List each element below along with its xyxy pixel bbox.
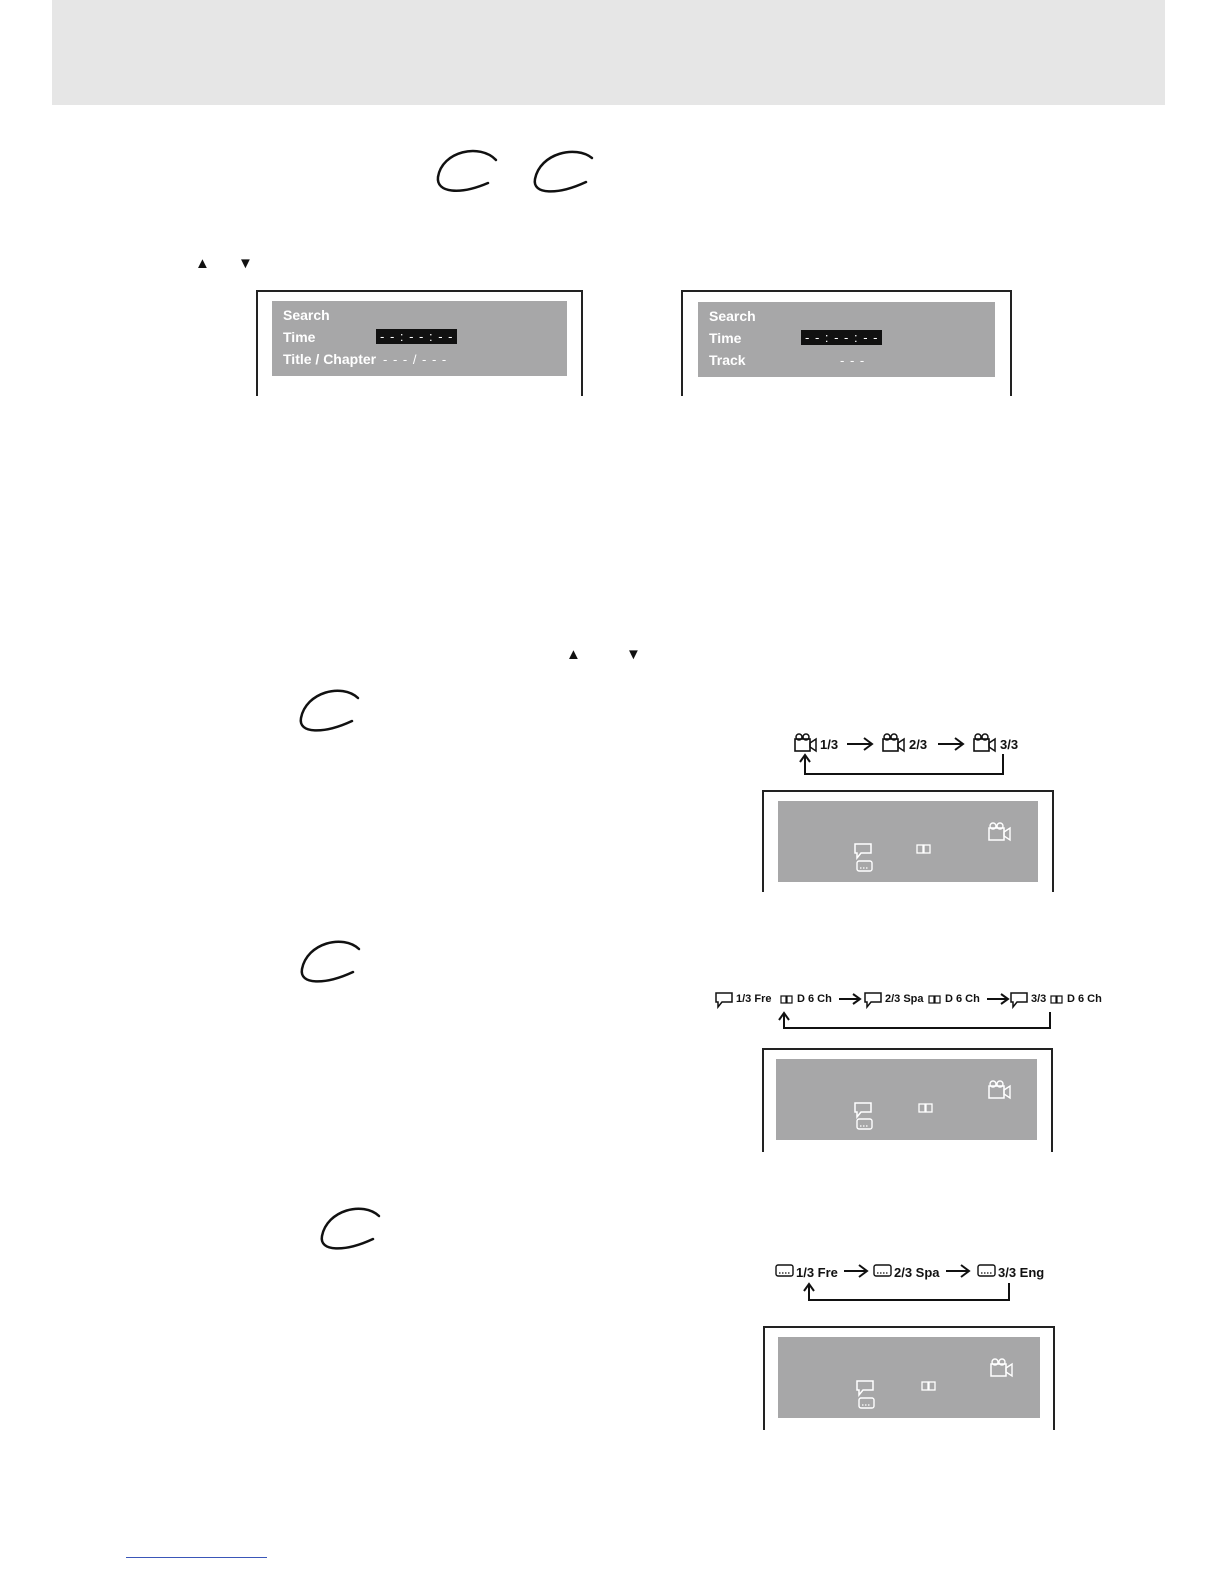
- search-title: Search: [709, 308, 756, 324]
- subtitle-box-icon: [856, 1118, 874, 1131]
- camera-icon: [973, 733, 997, 753]
- track-value: - - -: [840, 353, 866, 368]
- audio-flow-item-3: 2/3 Spa: [885, 993, 924, 1005]
- header-band: [52, 0, 1165, 105]
- up-arrow-icon: ▲: [195, 255, 210, 272]
- time-value[interactable]: - - : - - : - -: [376, 329, 457, 344]
- camera-icon: [988, 822, 1012, 842]
- handwritten-mark-1: [430, 145, 510, 200]
- down-arrow-icon: ▼: [238, 255, 253, 272]
- audio-flow-item-5: 3/3: [1031, 993, 1047, 1005]
- handwritten-mark-3: [294, 684, 374, 739]
- arrow-right-icon: [936, 737, 966, 751]
- return-arrow-icon: [798, 752, 1008, 778]
- subtitle-box-icon: [977, 1264, 997, 1278]
- title-chapter-label: Title / Chapter: [283, 351, 377, 367]
- handwritten-mark-2: [528, 145, 608, 200]
- arrow-right-icon: [985, 993, 1011, 1005]
- audio-flow-item-1: 1/3 Fre: [736, 993, 772, 1005]
- handwritten-mark-5: [315, 1202, 395, 1257]
- angle-flow-item-2: 2/3: [909, 737, 928, 752]
- subtitle-flow-item-1: 1/3 Fre: [796, 1265, 838, 1280]
- camera-icon: [988, 1080, 1012, 1100]
- time-label: Time: [709, 330, 742, 346]
- return-arrow-icon: [801, 1281, 1015, 1305]
- subtitle-osd: [778, 1337, 1040, 1418]
- footer-link-underline[interactable]: [126, 1557, 267, 1558]
- up-arrow-icon: ▲: [566, 646, 581, 663]
- down-arrow-icon: ▼: [626, 646, 641, 663]
- time-label: Time: [283, 329, 316, 345]
- audio-flow-item-6: D 6 Ch: [1067, 993, 1102, 1005]
- dolby-icon: [928, 995, 942, 1004]
- dolby-icon: [916, 844, 932, 854]
- audio-osd: [776, 1059, 1037, 1140]
- return-arrow-icon: [776, 1010, 1056, 1032]
- arrow-right-icon: [837, 993, 863, 1005]
- subtitle-box-icon: [775, 1264, 795, 1278]
- search-title: Search: [283, 307, 330, 323]
- angle-flow-item-1: 1/3: [820, 737, 839, 752]
- dolby-icon: [1050, 995, 1064, 1004]
- dolby-icon: [921, 1381, 937, 1391]
- search-osd-cd: [698, 302, 995, 377]
- speech-bubble-icon: [864, 992, 884, 1010]
- subtitle-flow-item-3: 3/3 Eng: [998, 1265, 1045, 1280]
- camera-icon: [990, 1358, 1014, 1378]
- speech-bubble-icon: [856, 1380, 876, 1398]
- arrow-right-icon: [845, 737, 875, 751]
- speech-bubble-icon: [854, 843, 874, 861]
- subtitle-box-icon: [858, 1397, 876, 1410]
- speech-bubble-icon: [715, 992, 735, 1010]
- title-chapter-value: - - - / - - -: [383, 352, 448, 367]
- camera-icon: [882, 733, 906, 753]
- camera-icon: [794, 733, 818, 753]
- search-osd-dvd: [272, 301, 567, 376]
- time-value[interactable]: - - : - - : - -: [801, 330, 882, 345]
- subtitle-box-icon: [856, 860, 874, 873]
- subtitle-flow-item-2: 2/3 Spa: [894, 1265, 940, 1280]
- audio-flow-item-2: D 6 Ch: [797, 993, 832, 1005]
- dolby-icon: [918, 1103, 934, 1113]
- speech-bubble-icon: [1010, 992, 1030, 1010]
- dolby-icon: [780, 995, 794, 1004]
- arrow-right-icon: [842, 1264, 870, 1278]
- angle-osd: [778, 801, 1038, 882]
- arrow-right-icon: [944, 1264, 972, 1278]
- handwritten-mark-4: [295, 935, 375, 990]
- subtitle-box-icon: [873, 1264, 893, 1278]
- angle-flow-item-3: 3/3: [1000, 737, 1019, 752]
- track-label: Track: [709, 352, 746, 368]
- audio-flow-item-4: D 6 Ch: [945, 993, 980, 1005]
